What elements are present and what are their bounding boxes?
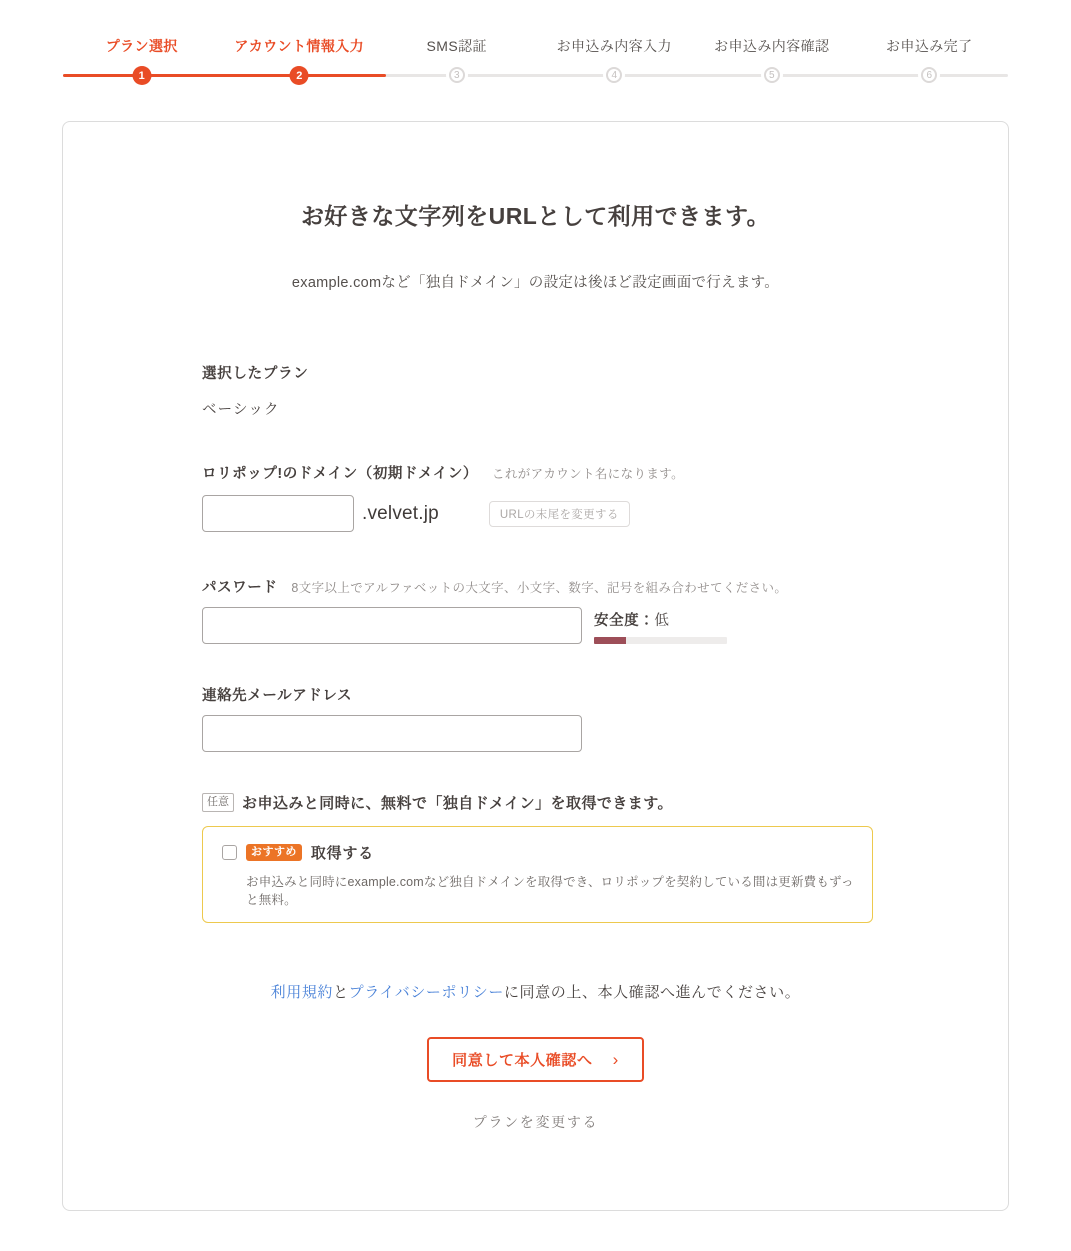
step-label-sms: SMS認証 [426, 38, 487, 54]
get-domain-label[interactable]: 取得する [310, 845, 374, 862]
step-circle-4 [606, 67, 622, 83]
change-plan-link[interactable]: プランを変更する [472, 1114, 599, 1130]
step-labels-row [63, 36, 1008, 56]
submit-row [63, 1037, 1008, 1082]
password-input[interactable] [202, 607, 582, 644]
terms-link[interactable]: 利用規約 [270, 984, 334, 1001]
domain-input[interactable] [202, 495, 354, 532]
signup-page [0, 36, 1071, 1211]
selected-plan-value: ベーシック [202, 402, 280, 418]
optional-badge: 任意 [202, 793, 234, 811]
email-label: 連絡先メールアドレス [202, 688, 353, 704]
terms-text: に同意の上、本人確認へ進んでください。 [503, 984, 801, 1001]
account-form [202, 362, 933, 923]
strength-bar-fill [594, 637, 626, 644]
strength-label: 安全度： [594, 613, 655, 629]
domain-offer-checkbox-row [222, 842, 856, 863]
recommend-badge: おすすめ [246, 844, 302, 862]
strength-value: 低 [654, 613, 669, 629]
stepper-track-row [63, 66, 1008, 88]
step-number: 2 [296, 69, 303, 82]
step-number: 4 [611, 69, 618, 81]
domain-offer-heading-row [202, 792, 933, 813]
email-label-row [202, 684, 933, 705]
terms-text: と [333, 984, 349, 1001]
email-input[interactable] [202, 715, 582, 752]
step-label-account: アカウント情報入力 [234, 38, 365, 54]
password-strength-bar [594, 637, 727, 644]
password-hint: 8文字以上でアルファベットの大文字、小文字、数字、記号を組み合わせてください。 [291, 581, 788, 595]
step-circle-2 [290, 66, 309, 85]
selected-plan-label: 選択したプラン [202, 366, 309, 382]
email-input-row [202, 715, 933, 752]
step-number: 3 [453, 69, 460, 81]
chevron-right-icon: › [612, 1050, 619, 1069]
signup-stepper [63, 36, 1008, 88]
agree-continue-button[interactable] [427, 1037, 644, 1082]
step-number: 6 [926, 69, 933, 81]
stepper-progress [63, 74, 386, 77]
step-label-complete: お申込み完了 [885, 38, 973, 54]
step-label-plan: プラン選択 [105, 38, 178, 54]
domain-offer-box [202, 826, 873, 923]
privacy-policy-link[interactable]: プライバシーポリシー [348, 984, 504, 1001]
page-title: お好きな文字列をURLとして利用できます。 [300, 203, 771, 229]
offer-description: お申込みと同時にexample.comなど独自ドメインを取得でき、ロリポップを契約している間は更新費もずっと無料。 [246, 875, 854, 907]
offer-heading: お申込みと同時に、無料で「独自ドメイン」を取得できます。 [242, 795, 673, 812]
password-label: パスワード [202, 580, 278, 596]
get-domain-checkbox[interactable] [222, 845, 237, 860]
domain-label: ロリポップ!のドメイン（初期ドメイン） [202, 466, 478, 482]
terms-line [63, 981, 1008, 1002]
password-strength-meter [594, 607, 727, 644]
step-circle-6 [921, 67, 937, 83]
step-number: 1 [138, 69, 145, 82]
step-circle-3 [449, 67, 465, 83]
agree-continue-label: 同意して本人確認へ [452, 1052, 593, 1069]
page-subtitle: example.comなど「独自ドメイン」の設定は後ほど設定画面で行えます。 [291, 275, 780, 291]
step-circle-5 [764, 67, 780, 83]
password-input-row [202, 607, 933, 644]
step-label-confirm: お申込み内容確認 [714, 38, 830, 54]
step-circle-1 [132, 66, 151, 85]
step-label-details: お申込み内容入力 [556, 38, 672, 54]
change-url-suffix-button[interactable]: URLの末尾を変更する [489, 501, 630, 527]
domain-label-row [202, 462, 933, 483]
step-number: 5 [768, 69, 775, 81]
domain-input-row [202, 495, 933, 532]
password-label-row [202, 576, 933, 597]
account-info-card [62, 121, 1009, 1211]
domain-suffix: .velvet.jp [362, 502, 439, 524]
password-strength-text [594, 609, 727, 630]
domain-hint: これがアカウント名になります。 [491, 467, 684, 481]
